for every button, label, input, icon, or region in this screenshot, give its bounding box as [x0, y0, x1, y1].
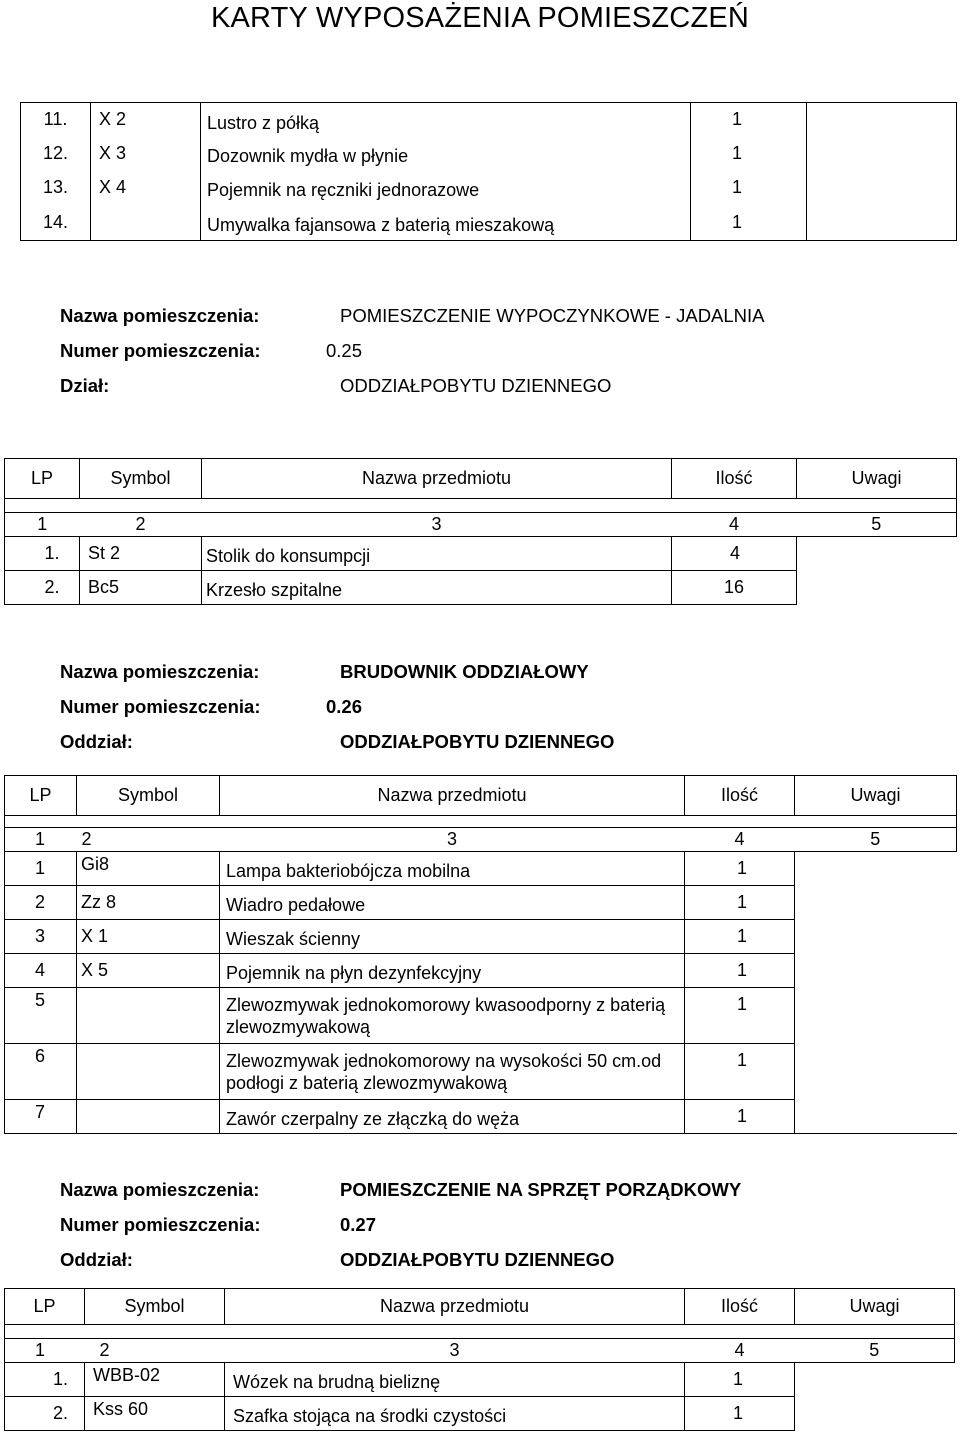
- row-item-name: Stolik do konsumpcji: [202, 537, 672, 571]
- table-row: [5, 537, 957, 571]
- row-quantity: 1: [691, 171, 807, 205]
- row-quantity: 4: [672, 537, 797, 571]
- header-notes: Uwagi: [795, 1289, 955, 1325]
- column-number: 1: [5, 1339, 85, 1363]
- row-lp: 3: [5, 920, 77, 954]
- row-symbol: X 1: [77, 920, 220, 954]
- table-row: [5, 852, 957, 886]
- table-row: [21, 171, 957, 205]
- table-row: [21, 205, 957, 241]
- room-name-label: Nazwa pomieszczenia:: [60, 305, 260, 326]
- header-item-name: Nazwa przedmiotu: [202, 459, 672, 499]
- table-header-row: [5, 776, 957, 816]
- row-item-name: Pojemnik na ręczniki jednorazowe: [201, 171, 691, 205]
- row-symbol: [91, 205, 201, 241]
- row-lp: 2: [5, 886, 77, 920]
- table-row: [5, 1363, 955, 1397]
- column-number: 5: [795, 1339, 955, 1363]
- header-symbol: Symbol: [77, 776, 220, 816]
- row-quantity: 1: [685, 1100, 795, 1134]
- room-name: BRUDOWNIK ODDZIAŁOWY: [340, 661, 589, 682]
- row-notes: [795, 1397, 955, 1431]
- row-symbol: [77, 1044, 220, 1100]
- room-number: 0.27: [340, 1214, 377, 1235]
- row-quantity: 1: [685, 1363, 795, 1397]
- row-symbol: X 2: [91, 103, 201, 137]
- header-symbol: Symbol: [80, 459, 202, 499]
- header-notes: Uwagi: [797, 459, 957, 499]
- room-number-label: Numer pomieszczenia:: [60, 340, 261, 361]
- header-lp: LP: [5, 776, 77, 816]
- row-symbol: X 5: [77, 954, 220, 988]
- row-item-name: Dozownik mydła w płynie: [201, 137, 691, 171]
- header-lp: LP: [5, 1289, 85, 1325]
- header-lp: LP: [5, 459, 80, 499]
- department-name: ODDZIAŁPOBYTU DZIENNEGO: [340, 375, 612, 396]
- department-label: Dział:: [60, 375, 110, 396]
- row-lp: 1.: [5, 537, 80, 571]
- row-notes: [807, 171, 957, 205]
- row-item-name: Szafka stojąca na środki czystości: [225, 1397, 685, 1431]
- room-number-label: Numer pomieszczenia:: [60, 696, 261, 717]
- row-quantity: 16: [672, 571, 797, 605]
- row-notes: [797, 537, 957, 571]
- row-item-name: Krzesło szpitalne: [202, 571, 672, 605]
- column-number: 1: [5, 828, 77, 852]
- room-info-025: [60, 305, 940, 405]
- row-symbol: X 3: [91, 137, 201, 171]
- row-symbol: Kss 60: [85, 1397, 225, 1431]
- row-symbol: Zz 8: [77, 886, 220, 920]
- room-info-026: [60, 661, 940, 761]
- row-notes: [795, 920, 957, 954]
- row-quantity: 1: [685, 852, 795, 886]
- row-symbol: WBB-02: [85, 1363, 225, 1397]
- room-info-027: [60, 1179, 940, 1279]
- row-lp: 6: [5, 1044, 77, 1100]
- row-quantity: 1: [691, 137, 807, 171]
- table-header-row: [5, 459, 957, 499]
- row-quantity: 1: [685, 920, 795, 954]
- table-row: [5, 920, 957, 954]
- row-quantity: 1: [685, 1397, 795, 1431]
- row-quantity: 1: [691, 103, 807, 137]
- row-lp: 14.: [21, 205, 91, 241]
- column-number: 2: [85, 1339, 225, 1363]
- table-header-row: [5, 1289, 955, 1325]
- room-name-label: Nazwa pomieszczenia:: [60, 661, 260, 682]
- column-number: 3: [220, 828, 685, 852]
- row-lp: 2.: [5, 571, 80, 605]
- department-label: Oddział:: [60, 731, 133, 752]
- department-label: Oddział:: [60, 1249, 133, 1270]
- row-item-name: Zawór czerpalny ze złączką do węża: [220, 1100, 685, 1134]
- room-name: POMIESZCZENIE WYPOCZYNKOWE - JADALNIA: [340, 305, 765, 326]
- row-symbol: St 2: [80, 537, 202, 571]
- row-quantity: 1: [691, 205, 807, 241]
- row-quantity: 1: [685, 886, 795, 920]
- row-quantity: 1: [685, 988, 795, 1044]
- table-row: [21, 103, 957, 137]
- row-notes: [795, 886, 957, 920]
- row-lp: 2.: [5, 1397, 85, 1431]
- row-item-name: Pojemnik na płyn dezynfekcyjny: [220, 954, 685, 988]
- page-title: KARTY WYPOSAŻENIA POMIESZCZEŃ: [210, 2, 750, 34]
- row-notes: [795, 988, 957, 1044]
- header-item-name: Nazwa przedmiotu: [225, 1289, 685, 1325]
- header-quantity: Ilość: [685, 1289, 795, 1325]
- table-row: [5, 1397, 955, 1431]
- row-item-name: Wieszak ścienny: [220, 920, 685, 954]
- row-notes: [807, 103, 957, 137]
- header-item-name: Nazwa przedmiotu: [220, 776, 685, 816]
- row-lp: 12.: [21, 137, 91, 171]
- row-quantity: 1: [685, 954, 795, 988]
- column-number: 2: [80, 513, 202, 537]
- row-notes: [795, 1100, 957, 1134]
- row-symbol: [77, 1100, 220, 1134]
- room-number: 0.26: [326, 696, 363, 717]
- row-item-name: Zlewozmywak jednokomorowy na wysokości 50 cm.od podłogi z baterią zlewozmywakową: [220, 1044, 685, 1100]
- equipment-table-027: [4, 1288, 955, 1431]
- equipment-table-025: [4, 458, 957, 605]
- row-notes: [807, 205, 957, 241]
- table-row: [5, 571, 957, 605]
- row-lp: 13.: [21, 171, 91, 205]
- table-row: [5, 1044, 957, 1100]
- room-name: POMIESZCZENIE NA SPRZĘT PORZĄDKOWY: [340, 1179, 742, 1200]
- row-item-name: Zlewozmywak jednokomorowy kwasoodporny z baterią zlewozmywakową: [220, 988, 685, 1044]
- column-number: 4: [685, 828, 795, 852]
- row-notes: [795, 1044, 957, 1100]
- room-number-label: Numer pomieszczenia:: [60, 1214, 261, 1235]
- row-symbol: Gi8: [77, 852, 220, 886]
- row-lp: 5: [5, 988, 77, 1044]
- row-lp: 7: [5, 1100, 77, 1134]
- row-lp: 4: [5, 954, 77, 988]
- column-number-row: [5, 828, 957, 852]
- header-quantity: Ilość: [685, 776, 795, 816]
- row-item-name: Wiadro pedałowe: [220, 886, 685, 920]
- equipment-table-continued: [20, 102, 957, 241]
- table-row: [5, 954, 957, 988]
- column-number: 5: [797, 513, 957, 537]
- row-notes: [795, 1363, 955, 1397]
- row-lp: 11.: [21, 103, 91, 137]
- row-quantity: 1: [685, 1044, 795, 1100]
- table-row: [5, 1100, 957, 1134]
- row-item-name: Umywalka fajansowa z baterią mieszakową: [201, 205, 691, 241]
- row-notes: [795, 954, 957, 988]
- row-item-name: Lampa bakteriobójcza mobilna: [220, 852, 685, 886]
- row-item-name: Wózek na brudną bieliznę: [225, 1363, 685, 1397]
- row-notes: [795, 852, 957, 886]
- row-lp: 1: [5, 852, 77, 886]
- column-number: 5: [795, 828, 957, 852]
- header-symbol: Symbol: [85, 1289, 225, 1325]
- column-number: 2: [77, 828, 220, 852]
- row-notes: [797, 571, 957, 605]
- table-row: [21, 137, 957, 171]
- header-quantity: Ilość: [672, 459, 797, 499]
- column-number: 3: [202, 513, 672, 537]
- row-symbol: Bc5: [80, 571, 202, 605]
- row-symbol: X 4: [91, 171, 201, 205]
- row-item-name: Lustro z półką: [201, 103, 691, 137]
- row-notes: [807, 137, 957, 171]
- column-number-row: [5, 1339, 955, 1363]
- department-name: ODDZIAŁPOBYTU DZIENNEGO: [340, 1249, 615, 1270]
- department-name: ODDZIAŁPOBYTU DZIENNEGO: [340, 731, 615, 752]
- column-number: 4: [685, 1339, 795, 1363]
- column-number: 4: [672, 513, 797, 537]
- column-number: 1: [5, 513, 80, 537]
- row-lp: 1.: [5, 1363, 85, 1397]
- row-symbol: [77, 988, 220, 1044]
- room-name-label: Nazwa pomieszczenia:: [60, 1179, 260, 1200]
- column-number: 3: [225, 1339, 685, 1363]
- room-number: 0.25: [326, 340, 363, 361]
- table-row: [5, 988, 957, 1044]
- header-notes: Uwagi: [795, 776, 957, 816]
- equipment-table-026: [4, 775, 957, 1134]
- table-row: [5, 886, 957, 920]
- column-number-row: [5, 513, 957, 537]
